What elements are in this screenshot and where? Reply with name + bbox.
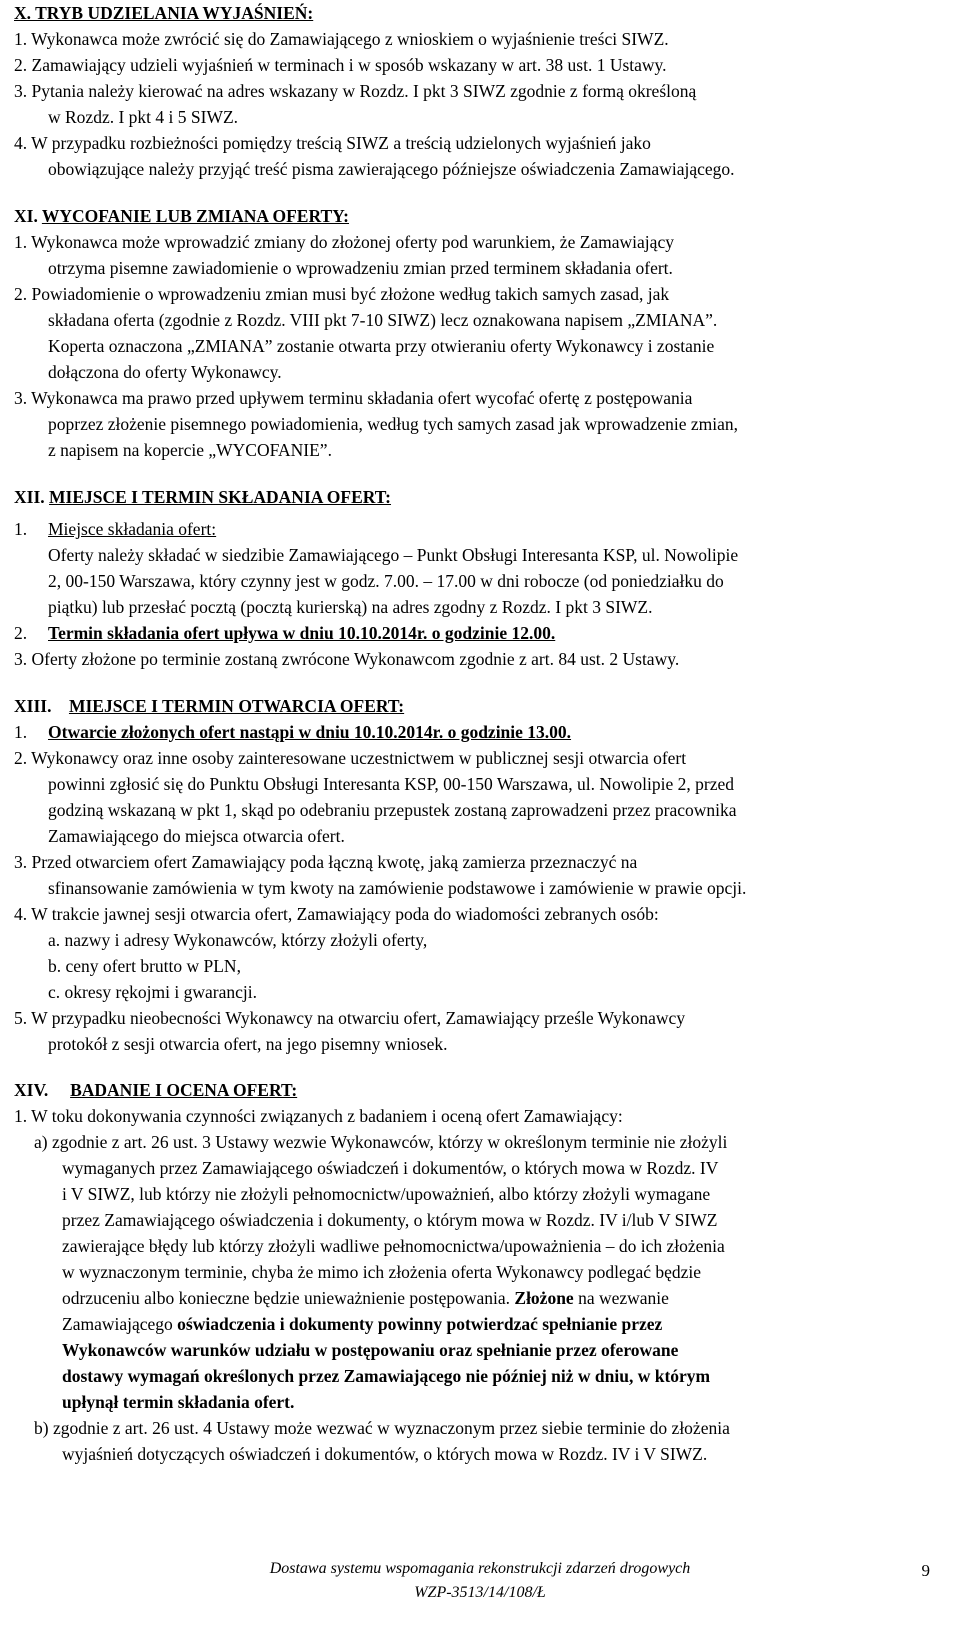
- section-xiv-item-a-10: dostawy wymagań określonych przez Zamawiającego nie później niż w dniu, w którym: [62, 1366, 711, 1386]
- section-xiii-item-4: 4. W trakcie jawnej sesji otwarcia ofert, Zamawiający poda do wiadomości zebranych osób:: [14, 904, 659, 924]
- section-xii-deadline: Termin składania ofert upływa w dniu 10.10.2014r. o godzinie 12.00.: [48, 623, 556, 643]
- section-xiii-title: MIEJSCE I TERMIN OTWARCIA OFERT:: [68, 696, 405, 716]
- section-xiii-heading: [14, 693, 404, 719]
- section-xiv-item-1: 1. W toku dokonywania czynności związanych z badaniem i oceną ofert Zamawiający:: [14, 1106, 623, 1126]
- section-xii-item-2-number: 2.: [14, 623, 28, 643]
- section-xiii-opening: Otwarcie złożonych ofert nastąpi w dniu 10.10.2014r. o godzinie 13.00.: [48, 722, 572, 742]
- section-xiv-item-a-4: przez Zamawiającego oświadczenia i dokumenty, o którym mowa w Rozdz. IV i/lub V SIWZ: [62, 1210, 718, 1230]
- section-x-item-3: 3. Pytania należy kierować na adres wskazany w Rozdz. I pkt 3 SIWZ zgodnie z formą określoną: [14, 81, 697, 101]
- section-xiv-item-a-7: [62, 1285, 669, 1311]
- footer-reference: WZP-3513/14/108/Ł: [414, 1584, 546, 1601]
- section-x-heading: X. TRYB UDZIELANIA WYJAŚNIEŃ:: [14, 3, 314, 23]
- section-xii-item-1-number: 1.: [14, 519, 28, 539]
- section-xiii-item-4c: c. okresy rękojmi i gwarancji.: [48, 982, 257, 1002]
- section-xiv-a8-bold: oświadczenia i dokumenty powinny potwierdzać spełnianie przez: [177, 1314, 663, 1334]
- section-xii-item-1-text-3: piątku) lub przesłać pocztą (pocztą kurierską) na adres zgodny z Rozdz. I pkt 3 SIWZ.: [48, 597, 653, 617]
- section-x-item-4-cont: obowiązujące należy przyjąć treść pisma zawierającego późniejsze oświadczenia Zamawiającego.: [48, 159, 735, 179]
- section-xii-item-3: 3. Oferty złożone po terminie zostaną zwrócone Wykonawcom zgodnie z art. 84 ust. 2 Ustawy.: [14, 649, 680, 669]
- section-xi-item-1: 1. Wykonawca może wprowadzić zmiany do złożonej oferty pod warunkiem, że Zamawiający: [14, 232, 674, 252]
- page-number: 9: [921, 1561, 930, 1580]
- section-xi-number: XI.: [14, 206, 38, 226]
- section-xiv-a7-bold: Złożone: [514, 1288, 574, 1308]
- section-xii-heading: [14, 484, 391, 510]
- section-xiv-a7-end: na wezwanie: [578, 1288, 669, 1308]
- section-xiv-item-a-2: wymaganych przez Zamawiającego oświadczeń i dokumentów, o których mowa w Rozdz. IV: [62, 1158, 719, 1178]
- section-xiii-number: XIII.: [14, 696, 52, 716]
- section-xii-item-2: [14, 620, 555, 646]
- section-xi-heading: [14, 203, 349, 229]
- section-xi-item-2-cont: składana oferta (zgodnie z Rozdz. VIII pkt 7-10 SIWZ) lecz oznakowana napisem „ZMIANA”.: [48, 310, 718, 330]
- section-xiv-item-a-9: Wykonawców warunków udziału w postępowaniu oraz spełnianie przez oferowane: [62, 1340, 679, 1360]
- section-xiv-item-a-3: i V SIWZ, lub którzy nie złożyli pełnomocnictw/upoważnień, albo którzy złożyli wymagane: [62, 1184, 711, 1204]
- section-xiii-item-1-number: 1.: [14, 722, 28, 742]
- section-xiv-item-a-8: [62, 1311, 662, 1337]
- section-xii-title: MIEJSCE I TERMIN SKŁADANIA OFERT:: [49, 487, 392, 507]
- section-xiii-item-4b: b. ceny ofert brutto w PLN,: [48, 956, 241, 976]
- section-xi-item-2-cont-2: Koperta oznaczona „ZMIANA” zostanie otwarta przy otwieraniu oferty Wykonawcy i zostanie: [48, 336, 715, 356]
- section-xiii-item-2: 2. Wykonawcy oraz inne osoby zainteresowane uczestnictwem w publicznej sesji otwarcia ofert: [14, 748, 687, 768]
- section-xii-item-1: [14, 516, 216, 542]
- section-xiv-item-b-2: wyjaśnień dotyczących oświadczeń i dokumentów, o których mowa w Rozdz. IV i V SIWZ.: [62, 1444, 708, 1464]
- section-xiii-item-4a: a. nazwy i adresy Wykonawców, którzy złożyli oferty,: [48, 930, 428, 950]
- section-xi-item-3-cont-2: z napisem na kopercie „WYCOFANIE”.: [48, 440, 332, 460]
- section-xiv-a7-text: odrzuceniu albo konieczne będzie unieważnienie postępowania.: [62, 1288, 511, 1308]
- section-xi-item-2: 2. Powiadomienie o wprowadzeniu zmian musi być złożone według takich samych zasad, jak: [14, 284, 670, 304]
- section-xiii-item-2-cont: powinni zgłosić się do Punktu Obsługi Interesanta KSP, 00-150 Warszawa, ul. Nowolipie 2, przed: [48, 774, 735, 794]
- section-x-item-3-cont: w Rozdz. I pkt 4 i 5 SIWZ.: [48, 107, 239, 127]
- section-xiv-item-a-5: zawierające błędy lub którzy złożyli wadliwe pełnomocnictwa/upoważnienia – do ich złożenia: [62, 1236, 725, 1256]
- section-xiv-heading: [14, 1077, 297, 1103]
- section-xiv-title: BADANIE I OCENA OFERT:: [70, 1080, 298, 1100]
- section-x-item-2: 2. Zamawiający udzieli wyjaśnień w terminach i w sposób wskazany w art. 38 ust. 1 Ustawy.: [14, 55, 667, 75]
- section-xiv-number: XIV.: [14, 1080, 49, 1100]
- section-xii-item-1-title: Miejsce składania ofert:: [48, 519, 217, 539]
- section-xii-number: XII.: [14, 487, 45, 507]
- section-xi-item-2-cont-3: dołączona do oferty Wykonawcy.: [48, 362, 282, 382]
- section-x-item-4: 4. W przypadku rozbieżności pomiędzy treścią SIWZ a treścią udzielonych wyjaśnień jako: [14, 133, 651, 153]
- section-xiii-item-1: [14, 719, 571, 745]
- section-xiii-item-3: 3. Przed otwarciem ofert Zamawiający poda łączną kwotę, jaką zamierza przeznaczyć na: [14, 852, 638, 872]
- section-xi-item-3-cont: poprzez złożenie pisemnego powiadomienia, według tych samych zasad jak wprowadzenie zmian,: [48, 414, 739, 434]
- section-xiii-item-5-cont: protokół z sesji otwarcia ofert, na jego pisemny wniosek.: [48, 1034, 448, 1054]
- section-xiii-item-2-cont-3: Zamawiającego do miejsca otwarcia ofert.: [48, 826, 345, 846]
- section-xiii-item-3-cont: sfinansowanie zamówienia w tym kwoty na zamówienie podstawowe i zamówienie w prawie opcji.: [48, 878, 747, 898]
- section-xii-item-1-text-2: 2, 00-150 Warszawa, który czynny jest w godz. 7.00. – 17.00 w dni robocze (od poniedziałku do: [48, 571, 724, 591]
- section-xi-title: WYCOFANIE LUB ZMIANA OFERTY:: [41, 206, 350, 226]
- section-xi-item-1-cont: otrzyma pisemne zawiadomienie o wprowadzeniu zmian przed terminem składania ofert.: [48, 258, 673, 278]
- section-xiv-item-a: a) zgodnie z art. 26 ust. 3 Ustawy wezwie Wykonawców, którzy w określonym terminie nie złożyli: [34, 1132, 728, 1152]
- section-x-item-1: 1. Wykonawca może zwrócić się do Zamawiającego z wnioskiem o wyjaśnienie treści SIWZ.: [14, 29, 669, 49]
- section-xiv-a8-text: Zamawiającego: [62, 1314, 173, 1334]
- section-xiv-item-a-11: upłynął termin składania ofert.: [62, 1392, 295, 1412]
- section-xi-item-3: 3. Wykonawca ma prawo przed upływem terminu składania ofert wycofać ofertę z postępowania: [14, 388, 693, 408]
- section-xiii-item-2-cont-2: godziną wskazaną w pkt 1, skąd po odebraniu przepustek zostaną zaprowadzeni przez pracownika: [48, 800, 737, 820]
- section-xiv-item-b: b) zgodnie z art. 26 ust. 4 Ustawy może wezwać w wyznaczonym przez siebie terminie do złożenia: [34, 1418, 730, 1438]
- section-xiii-item-5: 5. W przypadku nieobecności Wykonawcy na otwarciu ofert, Zamawiający prześle Wykonawcy: [14, 1008, 686, 1028]
- section-xii-item-1-text: Oferty należy składać w siedzibie Zamawiającego – Punkt Obsługi Interesanta KSP, ul. Nowolipie: [48, 545, 739, 565]
- section-xiv-item-a-6: w wyznaczonym terminie, chyba że mimo ich złożenia oferta Wykonawcy podlegać będzie: [62, 1262, 702, 1282]
- footer-title: Dostawa systemu wspomagania rekonstrukcji zdarzeń drogowych: [269, 1560, 691, 1577]
